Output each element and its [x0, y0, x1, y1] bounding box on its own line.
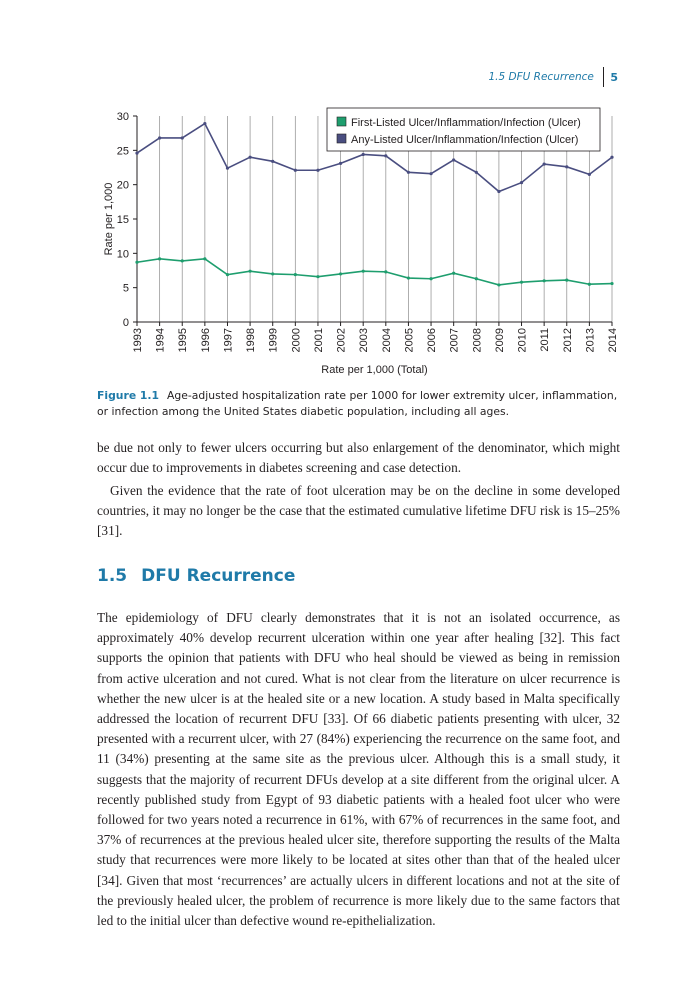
- data-point-0-2002: [339, 272, 342, 275]
- data-point-1-1997: [226, 167, 229, 170]
- x-axis-label: Rate per 1,000 (Total): [321, 364, 428, 376]
- data-point-0-2014: [610, 282, 613, 285]
- y-axis-label: Rate per 1,000: [103, 182, 115, 256]
- y-tick-label-15: 15: [116, 214, 129, 226]
- data-point-0-1995: [181, 259, 184, 262]
- data-point-0-2009: [497, 283, 500, 286]
- data-point-0-2013: [588, 283, 591, 286]
- data-point-1-2006: [429, 172, 432, 175]
- data-point-1-1994: [158, 136, 161, 139]
- data-point-0-1994: [158, 257, 161, 260]
- figure-caption-text: Age-adjusted hospitalization rate per 1000 for lower extremity ulcer, inflammation, or infection among the United States diabetic population, including all ages.: [97, 389, 618, 418]
- data-point-1-2014: [610, 156, 613, 159]
- x-tick-label-2004: 2004: [380, 328, 393, 353]
- x-tick-label-2014: 2014: [607, 328, 619, 353]
- data-point-1-2001: [316, 169, 319, 172]
- paragraph-continued: be due not only to fewer ulcers occurring but also enlargement of the denominator, which might occur due to improvements in diabetes screening and case detection.: [97, 440, 620, 476]
- data-point-1-2013: [588, 173, 591, 176]
- x-tick-label-1994: 1994: [154, 328, 167, 353]
- data-point-1-2009: [497, 190, 500, 193]
- x-tick-label-2000: 2000: [290, 328, 303, 353]
- x-tick-label-1997: 1997: [222, 328, 235, 353]
- x-tick-label-1996: 1996: [199, 328, 212, 353]
- legend-swatch-any-listed: [337, 134, 346, 143]
- x-tick-label-1995: 1995: [177, 328, 190, 353]
- data-point-0-2012: [565, 279, 568, 282]
- page-number: 5: [610, 70, 618, 84]
- data-point-0-2008: [475, 277, 478, 280]
- x-tick-label-2008: 2008: [471, 328, 484, 353]
- paragraph-lifetime-risk: Given the evidence that the rate of foot ulceration may be on the decline in some developed countries, it may no longer be the case that the estimated cumulative lifetime DFU risk is 15–25% [31].: [97, 483, 620, 539]
- x-tick-label-2010: 2010: [516, 328, 529, 353]
- data-point-1-1996: [203, 122, 206, 125]
- x-tick-label-2006: 2006: [426, 328, 439, 353]
- y-tick-label-5: 5: [122, 282, 129, 295]
- data-point-1-1993: [135, 151, 138, 154]
- data-point-0-2001: [316, 275, 319, 278]
- data-point-1-1995: [181, 136, 184, 139]
- data-point-1-1998: [248, 156, 251, 159]
- data-point-0-1997: [226, 273, 229, 276]
- series-line-0: [137, 259, 612, 285]
- x-tick-label-2012: 2012: [561, 328, 574, 353]
- data-point-0-2005: [407, 276, 410, 279]
- chart-legend: [327, 108, 600, 151]
- data-point-1-2008: [475, 171, 478, 174]
- data-point-1-2002: [339, 162, 342, 165]
- y-tick-label-0: 0: [122, 317, 129, 329]
- x-tick-label-2005: 2005: [403, 328, 416, 353]
- data-point-1-2007: [452, 158, 455, 161]
- data-point-0-2003: [362, 270, 365, 273]
- data-point-1-2012: [565, 165, 568, 168]
- data-point-1-2000: [294, 169, 297, 172]
- y-tick-label-25: 25: [116, 145, 129, 158]
- x-tick-label-2009: 2009: [493, 328, 506, 353]
- x-tick-label-2007: 2007: [448, 328, 461, 353]
- x-tick-label-2001: 2001: [312, 328, 325, 353]
- data-point-0-2004: [384, 270, 387, 273]
- x-tick-label-2002: 2002: [335, 328, 348, 353]
- data-point-0-2000: [294, 273, 297, 276]
- x-tick-label-2003: 2003: [358, 328, 371, 353]
- x-tick-label-2011: 2011: [539, 328, 552, 352]
- data-point-0-2011: [543, 279, 546, 282]
- running-head-section: 1.5 DFU Recurrence: [488, 71, 594, 83]
- y-tick-label-10: 10: [116, 248, 129, 261]
- y-tick-label-30: 30: [116, 111, 129, 123]
- data-point-0-2010: [520, 281, 523, 284]
- section-number: 1.5: [97, 566, 128, 586]
- legend-label-any-listed: Any-Listed Ulcer/Inflammation/Infection (Ulcer): [351, 134, 579, 146]
- section-paragraph: The epidemiology of DFU clearly demonstrates that it is not an isolated occurrence, as approximately 40% develop recurrent ulceration within one year after healing [32]. This fact supports the opinion that patients with DFU who heal should be viewed as being in remission from active ulceration and not cured. What is not clear from the literature on ulcer recurrence is whether the new ulcer is at the healed site or a new location. A study based in Malta specifically addressed the location of recurrent DFU [33]. Of 66 diabetic patients presenting with ulcer, 32 presented with a recurrent ulcer, with 27 (84%) experiencing the recurrence on the same foot, and 11 (34%) presenting at the same site as the previous ulcer. Although this is a small study, it suggests that the majority of recurrent DFUs develop at a site different from the original ulcer. A recently published study from Egypt of 93 diabetic patients with a healed foot ulcer who were followed for two years noted a recurrence in 61%, with 67% of recurrences in the same foot, and 37% of recurrences at the previous healed ulcer site, therefore supporting the results of the Malta study that recurrences were more likely to be located at sites other than that of the healed ulcer [34]. Given that most ‘recurrences’ are actually ulcers in different locations and not at the site of the previously healed ulcer, the problem of recurrence is more likely due to the same factors that led to the initial ulcer than defective wound re-epithelialization.: [97, 610, 620, 929]
- figure-chart: [0, 0, 688, 385]
- data-point-0-1996: [203, 257, 206, 260]
- data-point-0-2007: [452, 272, 455, 275]
- figure-caption: [97, 388, 622, 420]
- data-point-0-1993: [135, 261, 138, 264]
- data-point-0-1999: [271, 272, 274, 275]
- section-title: DFU Recurrence: [141, 566, 296, 586]
- legend-label-first-listed: First-Listed Ulcer/Inflammation/Infection (Ulcer): [351, 117, 581, 129]
- x-tick-label-1999: 1999: [267, 328, 280, 353]
- data-point-0-2006: [429, 277, 432, 280]
- x-tick-label-1998: 1998: [245, 328, 258, 353]
- data-point-1-1999: [271, 160, 274, 163]
- x-tick-label-1993: 1993: [132, 328, 144, 353]
- data-point-0-1998: [248, 270, 251, 273]
- y-tick-label-20: 20: [116, 179, 129, 192]
- data-point-1-2004: [384, 154, 387, 157]
- figure-label: Figure 1.1: [97, 389, 160, 402]
- data-point-1-2011: [543, 162, 546, 165]
- data-point-1-2005: [407, 171, 410, 174]
- data-point-1-2010: [520, 181, 523, 184]
- section-heading: [97, 566, 295, 586]
- x-tick-label-2013: 2013: [584, 328, 597, 353]
- legend-swatch-first-listed: [337, 117, 346, 126]
- data-point-1-2003: [362, 153, 365, 156]
